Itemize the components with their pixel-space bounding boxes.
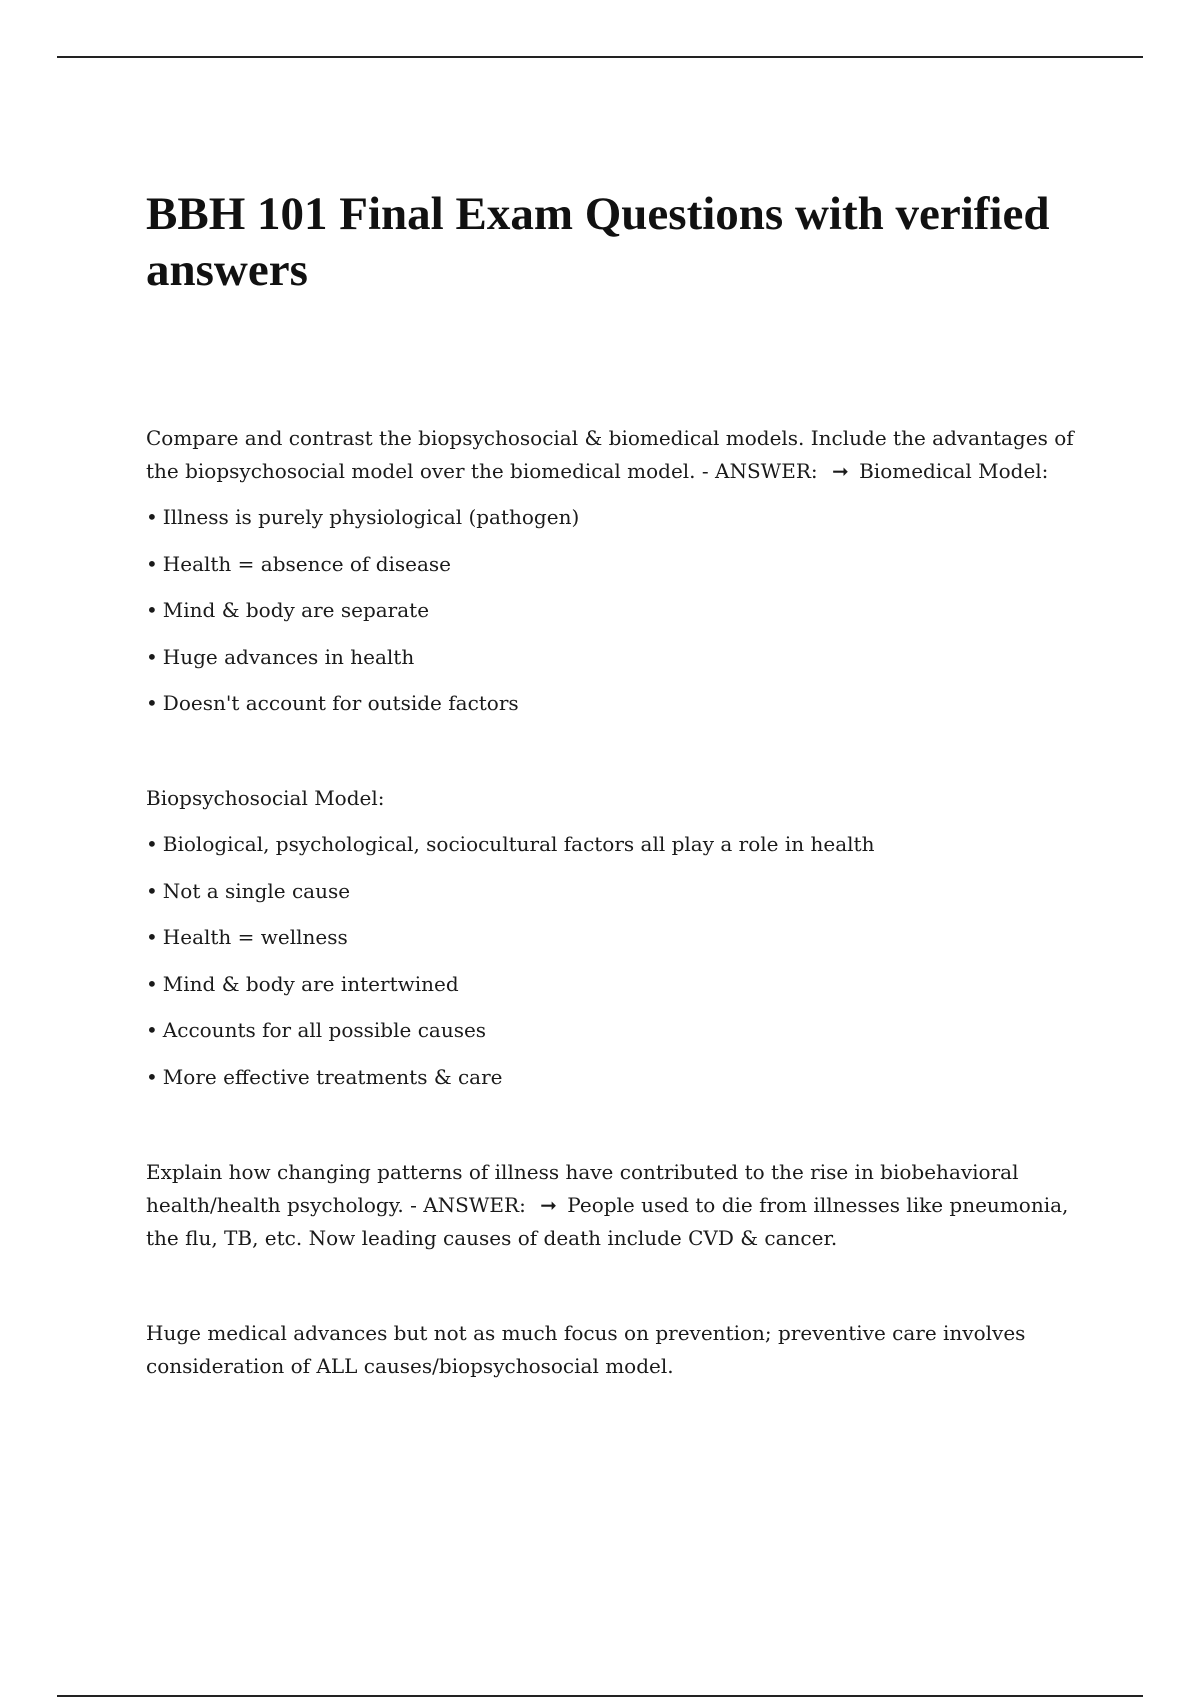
bullet-icon: • [146, 551, 158, 576]
biomedical-heading: Biomedical Model: [859, 459, 1049, 483]
arrow-icon: ➞ [831, 459, 849, 483]
bullet-icon: • [146, 691, 158, 715]
list-item: • Biological, psychological, sociocultural factors all play a role in health [146, 828, 1086, 861]
list-item: • Huge advances in health [146, 641, 1086, 674]
list-item: • Accounts for all possible causes [146, 1014, 1086, 1047]
list-item: • Mind & body are intertwined [146, 968, 1086, 1001]
question-2-text: Explain how changing patterns of illness have contributed to the rise in biobehavioral health/health psychology. - ANSWER: [146, 1159, 1019, 1217]
document-title: BBH 101 Final Exam Questions with verified answers [146, 188, 1050, 296]
document-content [146, 186, 1086, 1383]
bottom-rule [57, 1695, 1143, 1697]
list-item: • Mind & body are separate [146, 594, 1086, 627]
question-1-text: Compare and contrast the biopsychosocial & biomedical models. Include the advantages of the biopsychosocial model over the biomedical model. - ANSWER: [146, 426, 1074, 483]
list-item: • More effective treatments & care [146, 1061, 1086, 1094]
bullet-icon: • [146, 971, 158, 996]
question-1 [146, 422, 1086, 488]
question-2-answer: People used to die from illnesses like pneumonia, the flu, TB, etc. Now leading causes of death include CVD & cancer. [146, 1192, 1069, 1250]
biopsychosocial-heading: Biopsychosocial Model: [146, 786, 385, 810]
question-2-followup: Huge medical advances but not as much focus on prevention; preventive care involves consideration of ALL causes/biopsychosocial model. [146, 1320, 1026, 1378]
list-item: • Doesn't account for outside factors [146, 687, 1086, 720]
top-rule [57, 56, 1143, 58]
bullet-icon: • [146, 925, 158, 949]
bullet-icon: • [146, 1018, 158, 1042]
list-item: • Not a single cause [146, 875, 1086, 908]
bullet-icon: • [146, 1064, 158, 1089]
arrow-icon: ➞ [540, 1192, 557, 1217]
bullet-icon: • [146, 832, 158, 856]
question-2 [146, 1156, 1086, 1255]
bullet-icon: • [146, 505, 158, 529]
bullet-icon: • [146, 644, 158, 669]
bullet-icon: • [146, 878, 158, 903]
biopsychosocial-list [146, 828, 1086, 1094]
list-item: • Illness is purely physiological (pathogen) [146, 501, 1086, 534]
biomedical-list [146, 501, 1086, 720]
list-item: • Health = wellness [146, 921, 1086, 954]
bullet-icon: • [146, 598, 158, 622]
list-item: • Health = absence of disease [146, 548, 1086, 581]
